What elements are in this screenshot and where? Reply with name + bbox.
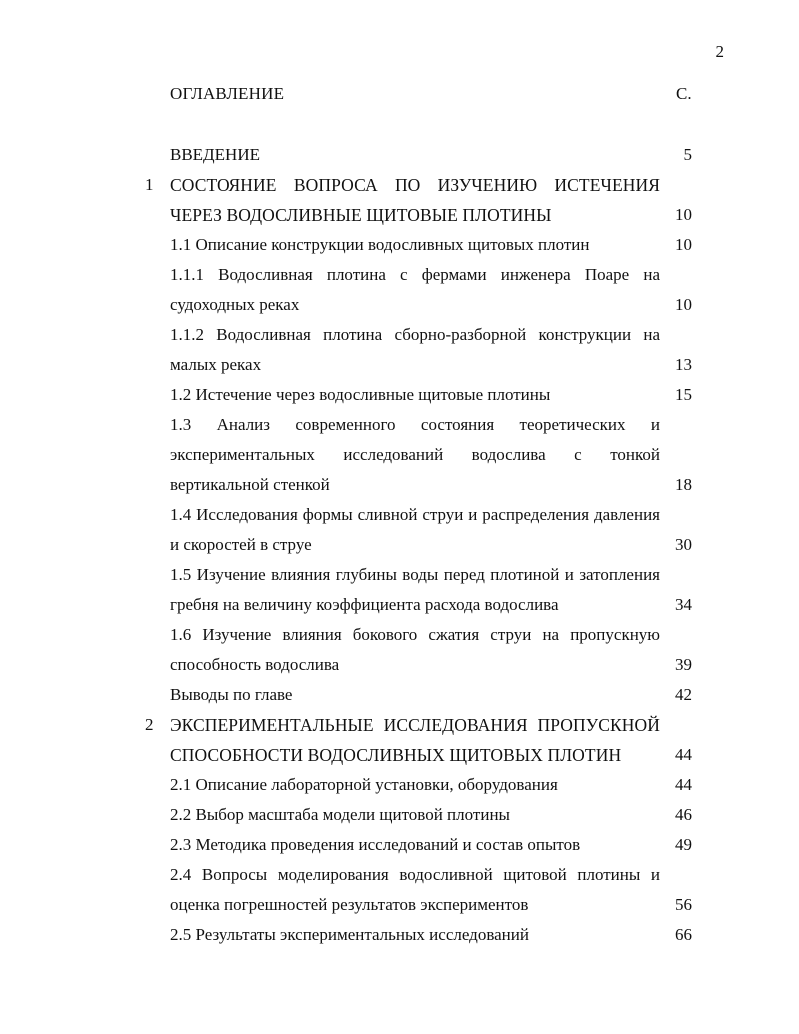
toc-entry	[140, 260, 700, 320]
toc-entry-title: 1.1.2 Водосливная плотина сборно-разборной конструкции на малых реках	[170, 325, 660, 374]
toc-entry	[140, 860, 700, 920]
toc-entry-title: 2.5 Результаты экспериментальных исследований	[170, 925, 529, 944]
page-number: 2	[715, 42, 724, 61]
toc-entry-page: 30	[675, 535, 692, 554]
toc-entry	[140, 800, 700, 830]
toc-entry-page: 42	[675, 685, 692, 704]
toc-entry-title: 1.1 Описание конструкции водосливных щитовых плотин	[170, 235, 590, 254]
toc-entry-page: 18	[675, 475, 692, 494]
toc-entry-page: 10	[675, 295, 692, 314]
toc-entry-page: 15	[675, 385, 692, 404]
toc-entry-page: 44	[675, 745, 692, 764]
toc-entry-page: 44	[675, 775, 692, 794]
toc-entry-title: 2.2 Выбор масштаба модели щитовой плотины	[170, 805, 510, 824]
toc-page-column-label: С.	[676, 84, 692, 103]
toc-entry	[140, 830, 700, 860]
toc-entry-page: 5	[683, 145, 692, 164]
toc-entry-page: 34	[675, 595, 692, 614]
toc-entry-title: 1.5 Изучение влияния глубины воды перед плотиной и затопления гребня на величину коэффициента расхода водослива	[170, 565, 660, 614]
toc-entry-title: Выводы по главе	[170, 685, 293, 704]
toc-entry-title: СОСТОЯНИЕ ВОПРОСА ПО ИЗУЧЕНИЮ ИСТЕЧЕНИЯ ЧЕРЕЗ ВОДОСЛИВНЫЕ ЩИТОВЫЕ ПЛОТИНЫ	[170, 175, 660, 225]
toc-entry-title: 2.4 Вопросы моделирования водосливной щитовой плотины и оценка погрешностей результатов экспериментов	[170, 865, 660, 914]
toc-entry-number: 1	[145, 175, 154, 194]
toc-entry	[140, 920, 700, 950]
toc-entry-page: 56	[675, 895, 692, 914]
toc-entry	[140, 320, 700, 380]
table-of-contents	[140, 140, 700, 950]
toc-entry-title: 1.3 Анализ современного состояния теоретических и экспериментальных исследований водослива с тонкой вертикальной стенкой	[170, 415, 660, 494]
toc-entry-page: 13	[675, 355, 692, 374]
toc-entry	[140, 680, 700, 710]
toc-entry	[140, 410, 700, 500]
toc-entry-title: 1.4 Исследования формы сливной струи и распределения давления и скоростей в струе	[170, 505, 660, 554]
toc-entry-title: ЭКСПЕРИМЕНТАЛЬНЫЕ ИССЛЕДОВАНИЯ ПРОПУСКНОЙ СПОСОБНОСТИ ВОДОСЛИВНЫХ ЩИТОВЫХ ПЛОТИН	[170, 715, 660, 765]
toc-entry-title: 1.6 Изучение влияния бокового сжатия струи на пропускную способность водослива	[170, 625, 660, 674]
toc-entry	[140, 500, 700, 560]
toc-entry-page: 10	[675, 205, 692, 224]
toc-entry	[140, 140, 700, 170]
toc-entry	[140, 560, 700, 620]
toc-entry-page: 46	[675, 805, 692, 824]
toc-entry-title: 2.1 Описание лабораторной установки, оборудования	[170, 775, 558, 794]
toc-entry	[140, 710, 700, 770]
toc-entry-number: 2	[145, 715, 154, 734]
toc-entry-page: 66	[675, 925, 692, 944]
toc-entry-page: 49	[675, 835, 692, 854]
toc-entry-title: 1.2 Истечение через водосливные щитовые плотины	[170, 385, 551, 404]
toc-entry	[140, 230, 700, 260]
toc-title: ОГЛАВЛЕНИЕ	[170, 84, 285, 103]
toc-entry	[140, 170, 700, 230]
toc-entry-page: 10	[675, 235, 692, 254]
toc-entry	[140, 770, 700, 800]
toc-entry-title: 1.1.1 Водосливная плотина с фермами инженера Поаре на судоходных реках	[170, 265, 660, 314]
toc-entry	[140, 620, 700, 680]
toc-entry	[140, 380, 700, 410]
toc-entry-title: 2.3 Методика проведения исследований и состав опытов	[170, 835, 581, 854]
toc-entry-title: ВВЕДЕНИЕ	[170, 145, 260, 164]
toc-entry-page: 39	[675, 655, 692, 674]
